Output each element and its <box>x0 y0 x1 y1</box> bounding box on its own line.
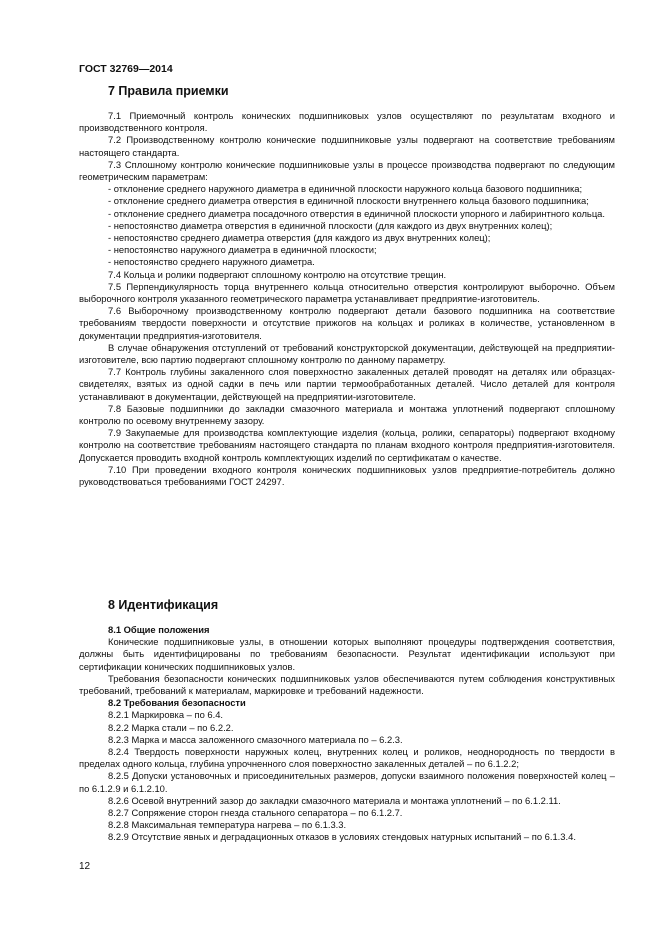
section-7-title: 7 Правила приемки <box>108 84 229 98</box>
paragraph: 8.2.5 Допуски установочных и присоединительных размеров, допуски взаимного положения поверхностей колец – по 6.1.2.9 и 6.1.2.10. <box>79 770 615 794</box>
page-number: 12 <box>79 861 91 872</box>
paragraph: 7.10 При проведении входного контроля конических подшипниковых узлов предприятие-потребитель должно руководствоваться требованиями ГОСТ 24297. <box>79 463 615 488</box>
paragraph: Требования безопасности конических подшипниковых узлов обеспечиваются путем соблюдения конструктивных требований, требований к материалам, маркировке и требований надежности. <box>79 672 615 697</box>
list-item: - непостоянство диаметра отверстия в единичной плоскости (для каждого из двух внутренних колец); <box>108 219 553 231</box>
section-8-body <box>79 624 615 844</box>
paragraph: 7.1 Приемочный контроль конических подшипниковых узлов осуществляют по результатам входного и производственного контроля. <box>79 110 615 134</box>
list-item: - непостоянство среднего наружного диаметра. <box>108 256 315 268</box>
paragraph: 8.2.3 Марка и масса заложенного смазочного материала по – 6.2.3. <box>108 733 403 745</box>
paragraph: В случае обнаружения отступлений от требований конструкторской документации, действующей на предприятии-изготовителе, всю партию подвергают сплошному контролю по данному параметру. <box>79 341 615 366</box>
paragraph: 8.2.2 Марка стали – по 6.2.2. <box>108 721 234 733</box>
paragraph: 8.2.7 Сопряжение сторон гнезда стального сепаратора – по 6.1.2.7. <box>108 807 403 819</box>
paragraph: 7.2 Производственному контролю конические подшипниковые узлы подвергают на соответствие требованиям настоящего стандарта. <box>79 134 615 158</box>
subsection-title: 8.2 Требования безопасности <box>108 697 246 709</box>
paragraph: 8.2.4 Твердость поверхности наружных колец, внутренних колец и роликов, неоднородность по твердости в пределах одного кольца, глубина упрочненного слоя поверхностно закаленных деталей – по 6.1.2.2; <box>79 746 615 770</box>
list-item: - непостоянство наружного диаметра в единичной плоскости; <box>108 244 377 256</box>
section-8-title: 8 Идентификация <box>108 598 219 612</box>
section-7-body <box>79 110 615 488</box>
list-item: - отклонение среднего диаметра отверстия в единичной плоскости внутреннего кольца базового подшипника; <box>108 195 589 207</box>
list-item: - отклонение среднего наружного диаметра в единичной плоскости наружного кольца базового подшипника; <box>108 183 583 195</box>
paragraph: Конические подшипниковые узлы, в отношении которых выполняют процедуры подтверждения соответствия, должны быть идентифицированы по требованиям безопасности. Результат идентификации используют при сертификации конических подшипниковых узлов. <box>79 636 615 672</box>
paragraph: 8.2.6 Осевой внутренний зазор до закладки смазочного материала и монтажа уплотнений – по 6.1.2.11. <box>108 794 561 806</box>
paragraph: 7.9 Закупаемые для производства комплектующие изделия (кольца, ролики, сепараторы) подвергают входному контролю на соответствие требованиям настоящего стандарта по планам входного контроля предприятия-изготовителя. Допускается проводить входной контроль комплектующих изделий по сертификатам о качестве. <box>79 427 615 463</box>
document-header: ГОСТ 32769—2014 <box>79 63 173 75</box>
paragraph: 7.7 Контроль глубины закаленного слоя поверхностно закаленных деталей проводят на деталях или образцах-свидетелях, взятых из одной садки в печь или партии термообработанных деталей. Число деталей для контроля устанавливают в документации, действующей на предприятии-изготовителе. <box>79 366 615 402</box>
paragraph: 7.4 Кольца и ролики подвергают сплошному контролю на отсутствие трещин. <box>108 268 447 280</box>
paragraph: 7.8 Базовые подшипники до закладки смазочного материала и монтажа уплотнений подвергают сплошному контролю по осевому внутреннему зазору. <box>79 402 615 427</box>
paragraph: 7.6 Выборочному производственному контролю подвергают детали базового подшипника на соответствие требованиям твердости поверхности и отсутствие прижогов на кольцах и роликах в количестве, установленном в документации предприятия-изготовителя. <box>79 305 615 341</box>
paragraph: 8.2.1 Маркировка – по 6.4. <box>108 709 224 721</box>
paragraph: 7.5 Перпендикулярность торца внутреннего кольца относительно отверстия контролируют выборочно. Объем выборочного контроля указанного геометрического параметра устанавливает предприятие-изготовитель. <box>79 280 615 305</box>
list-item: - отклонение среднего диаметра посадочного отверстия в единичной плоскости упорного и лабиринтного кольца. <box>108 207 606 219</box>
paragraph: 8.2.9 Отсутствие явных и деградационных отказов в условиях стендовых натурных испытаний – по 6.1.3.4. <box>108 831 576 843</box>
subsection-title: 8.1 Общие положения <box>108 624 210 635</box>
paragraph: 8.2.8 Максимальная температура нагрева – по 6.1.3.3. <box>108 819 347 831</box>
paragraph: 7.3 Сплошному контролю конические подшипниковые узлы в процессе производства подвергают по следующим геометрическим параметрам: <box>79 158 615 183</box>
list-item: - непостоянство среднего диаметра отверстия (для каждого из двух внутренних колец); <box>108 232 491 244</box>
